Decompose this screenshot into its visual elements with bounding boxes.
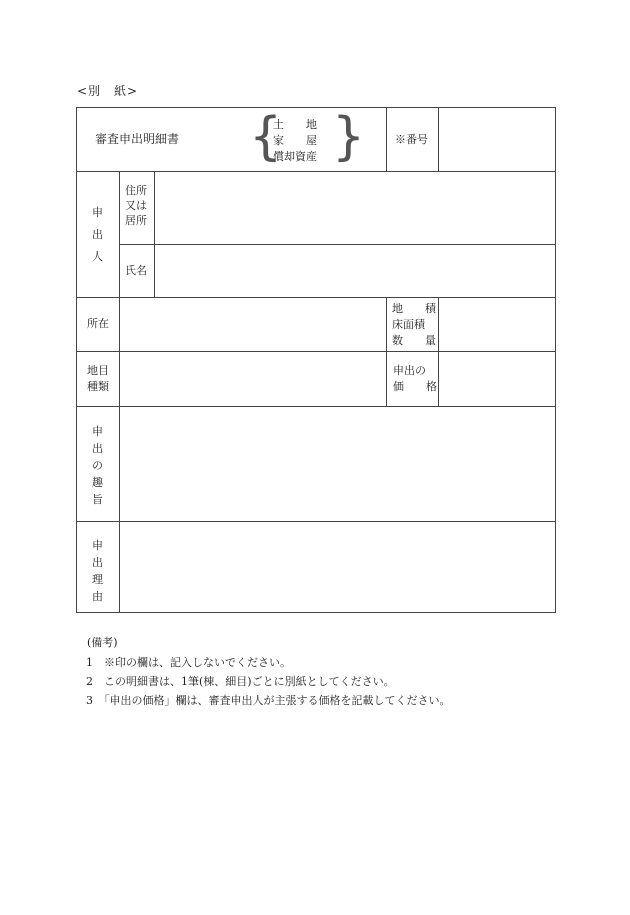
property-type-house: 家 屋 xyxy=(273,134,317,147)
reason-field[interactable] xyxy=(120,522,554,612)
reason-label: 申 出 理 由 xyxy=(92,539,103,603)
form-title: 審査申出明細書 xyxy=(95,132,180,146)
purpose-field[interactable] xyxy=(120,407,554,520)
notes-title: (備考) xyxy=(87,636,118,649)
note-item: 3 「申出の価格」欄は、審査申出人が主張する価格を記載してください。 xyxy=(86,694,451,707)
number-field[interactable] xyxy=(439,109,554,170)
location-label: 所在 xyxy=(87,317,109,330)
statement-form xyxy=(76,107,556,613)
name-field[interactable] xyxy=(155,245,554,296)
category-field[interactable] xyxy=(120,352,385,405)
price-field[interactable] xyxy=(439,352,554,405)
applicant-label: 申 出 人 xyxy=(92,206,103,263)
purpose-label: 申 出 の 趣 旨 xyxy=(92,425,103,506)
attachment-label: <別 紙> xyxy=(77,84,139,98)
left-brace: { xyxy=(249,107,283,167)
note-item: 1 ※印の欄は、記入しないでください。 xyxy=(86,656,291,669)
area-label: 地 積 床面積 数 量 xyxy=(392,302,436,347)
property-type-land: 土 地 xyxy=(273,118,317,131)
property-type-list xyxy=(273,117,317,165)
address-field[interactable] xyxy=(155,172,554,243)
address-label: 住所 又は 居所 xyxy=(125,184,147,227)
right-brace: } xyxy=(332,107,366,167)
number-label: ※番号 xyxy=(395,133,428,146)
area-field[interactable] xyxy=(439,298,554,350)
price-label: 申出の 価 格 xyxy=(393,364,437,393)
note-item: 2 この明細書は、1筆(棟、細目)ごとに別紙としてください。 xyxy=(86,675,395,688)
category-label: 地目 種類 xyxy=(87,364,109,393)
name-label: 氏名 xyxy=(125,264,147,277)
property-type-depreciable: 償却資産 xyxy=(273,150,317,163)
location-field[interactable] xyxy=(120,298,385,350)
